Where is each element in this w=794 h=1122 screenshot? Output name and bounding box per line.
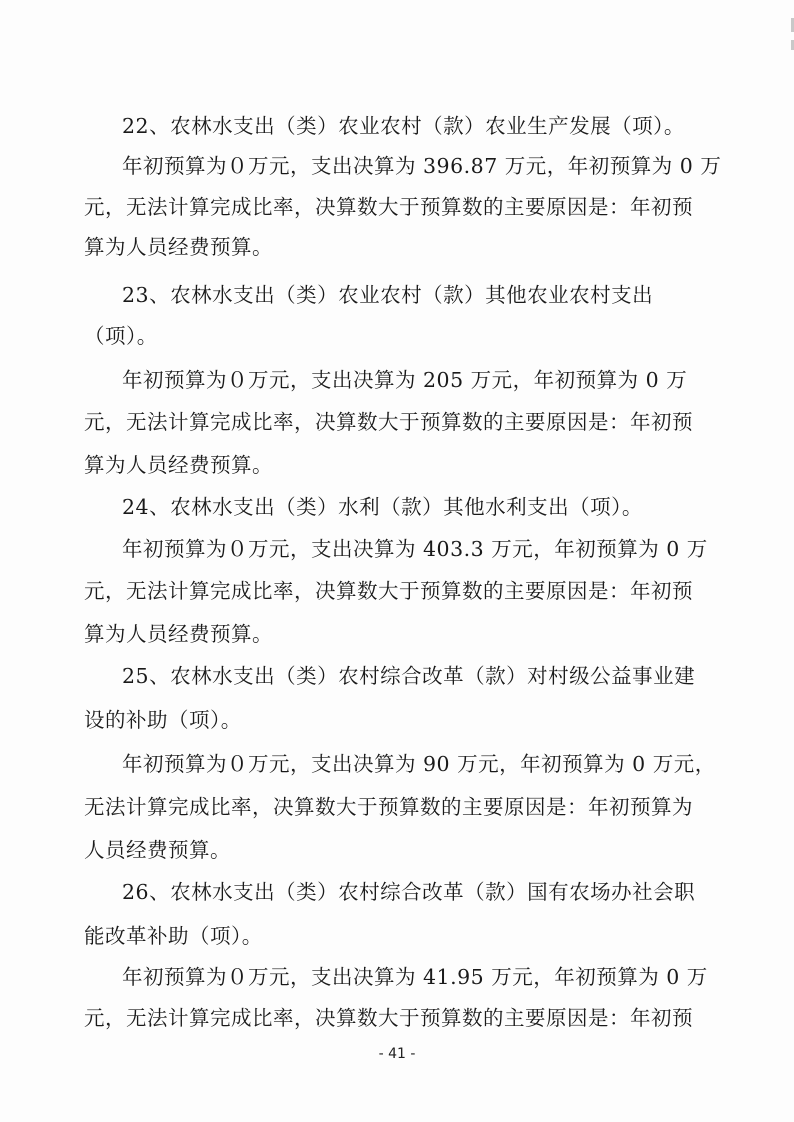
item-26-text-line: 元，无法计算完成比率，决算数大于预算数的主要原因是：年初预 (84, 1006, 693, 1030)
item-25-heading: 25、农林水支出（类）农村综合改革（款）对村级公益事业建 (122, 664, 696, 688)
item-25-text-line: 无法计算完成比率，决算数大于预算数的主要原因是：年初预算为 (84, 795, 693, 819)
item-25-text-line: 人员经费预算。 (84, 838, 231, 862)
item-25-text-line: 年初预算为０万元，支出决算为 90 万元，年初预算为 0 万元， (122, 752, 716, 776)
item-24-text-line: 年初预算为０万元，支出决算为 403.3 万元，年初预算为 0 万 (122, 537, 708, 561)
item-23-text-line: 算为人员经费预算。 (84, 453, 273, 477)
item-22-text-line: 年初预算为０万元，支出决算为 396.87 万元，年初预算为 0 万 (122, 154, 722, 178)
item-24-text-line: 元，无法计算完成比率，决算数大于预算数的主要原因是：年初预 (84, 579, 693, 603)
item-24-heading: 24、农林水支出（类）水利（款）其他水利支出（项）。 (122, 495, 643, 519)
item-23-text-line: 元，无法计算完成比率，决算数大于预算数的主要原因是：年初预 (84, 410, 693, 434)
item-22-text-line: 元，无法计算完成比率，决算数大于预算数的主要原因是：年初预 (84, 195, 693, 219)
item-22-heading: 22、农林水支出（类）农业农村（款）农业生产发展（项）。 (122, 114, 685, 138)
item-25-heading-cont: 设的补助（项）。 (84, 708, 242, 732)
page-number: - 41 - (378, 1046, 416, 1062)
item-22-text-line: 算为人员经费预算。 (84, 235, 273, 259)
item-23-heading: 23、农林水支出（类）农业农村（款）其他农业农村支出 (122, 283, 654, 307)
item-23-heading-cont: （项）。 (84, 324, 158, 348)
item-26-heading-cont: 能改革补助（项）。 (84, 924, 263, 948)
item-26-heading: 26、农林水支出（类）农村综合改革（款）国有农场办社会职 (122, 880, 696, 904)
item-24-text-line: 算为人员经费预算。 (84, 622, 273, 646)
item-23-text-line: 年初预算为０万元，支出决算为 205 万元，年初预算为 0 万 (122, 368, 688, 392)
item-26-text-line: 年初预算为０万元，支出决算为 41.95 万元，年初预算为 0 万 (122, 965, 708, 989)
